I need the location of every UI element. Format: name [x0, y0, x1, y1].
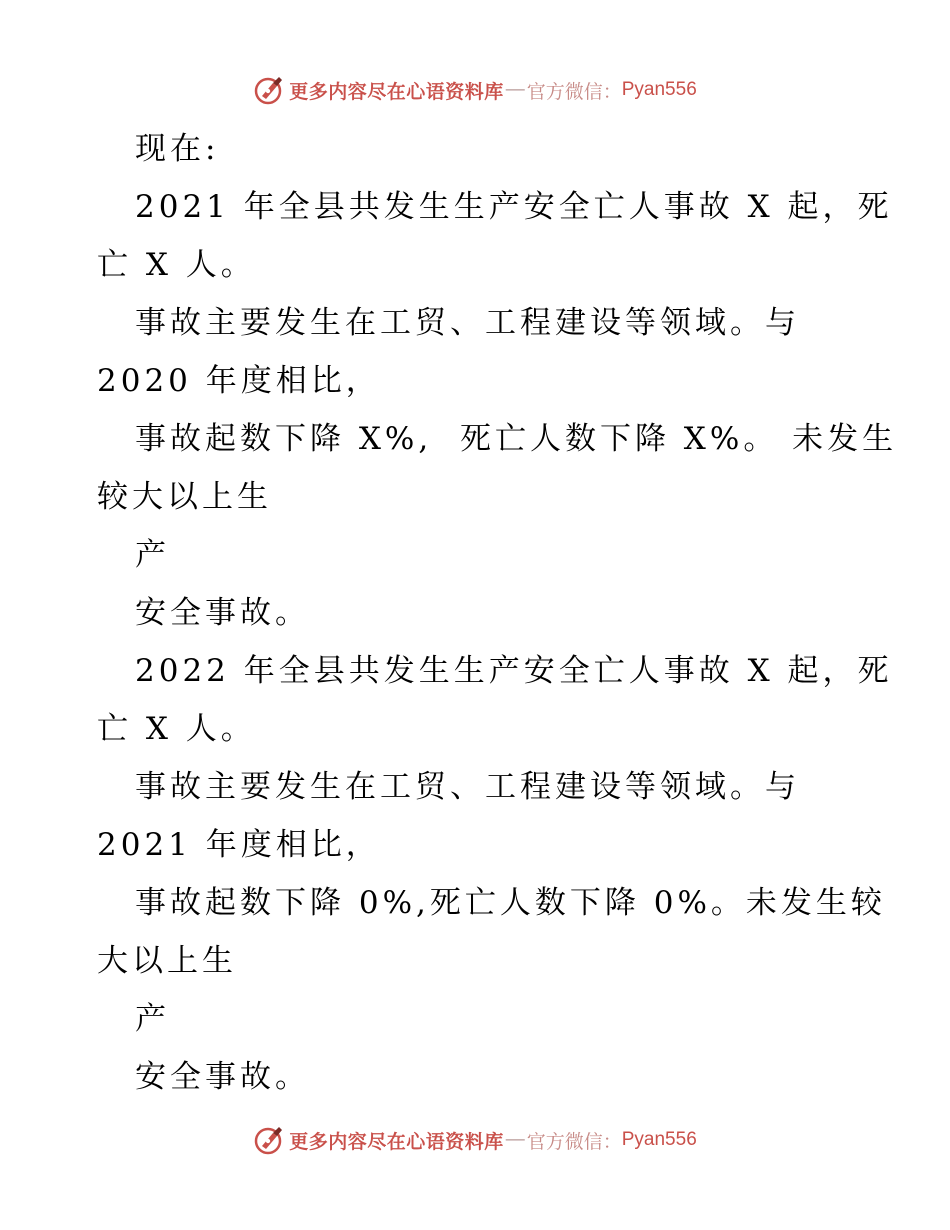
text-line: 事故主要发生在工贸、工程建设等领域。与: [135, 305, 800, 341]
banner-wechat-label: 官方微信：: [526, 80, 622, 103]
footer-banner: [0, 1120, 950, 1160]
banner-wechat-id: Pyan556: [621, 1129, 697, 1150]
text-line: 现在:: [135, 131, 220, 167]
text-line: 亡 X 人。: [97, 247, 256, 283]
text-line: 事故起数下降 X%, 死亡人数下降 X%。 未发生: [135, 421, 898, 457]
pen-logo-icon: [253, 74, 285, 106]
text-line: 事故起数下降 0%,死亡人数下降 0%。未发生较: [135, 885, 886, 921]
text-line: 安全事故。: [135, 595, 310, 631]
text-line: 2020 年度相比，: [97, 363, 381, 399]
banner-separator: —: [505, 1129, 525, 1150]
banner-wechat-id: Pyan556: [621, 79, 697, 100]
text-line: 产: [135, 1001, 170, 1037]
document-body: [97, 120, 898, 1106]
text-line: 2022 年全县共发生生产安全亡人事故 X 起，死: [135, 653, 893, 689]
text-line: 亡 X 人。: [97, 711, 256, 747]
banner-wechat-label: 官方微信：: [526, 1130, 622, 1153]
text-line: 较大以上生: [97, 479, 272, 515]
pen-logo-icon: [253, 1124, 285, 1156]
banner-separator: —: [505, 79, 525, 100]
header-banner: [0, 70, 950, 110]
text-line: 事故主要发生在工贸、工程建设等领域。与: [135, 769, 800, 805]
banner-title: 更多内容尽在心语资料库: [289, 80, 504, 103]
text-line: 2021 年全县共发生生产安全亡人事故 X 起，死: [135, 189, 893, 225]
text-line: 大以上生: [97, 943, 237, 979]
text-line: 产: [135, 537, 170, 573]
banner-title: 更多内容尽在心语资料库: [289, 1130, 504, 1153]
text-line: 安全事故。: [135, 1059, 310, 1095]
text-line: 2021 年度相比，: [97, 827, 381, 863]
